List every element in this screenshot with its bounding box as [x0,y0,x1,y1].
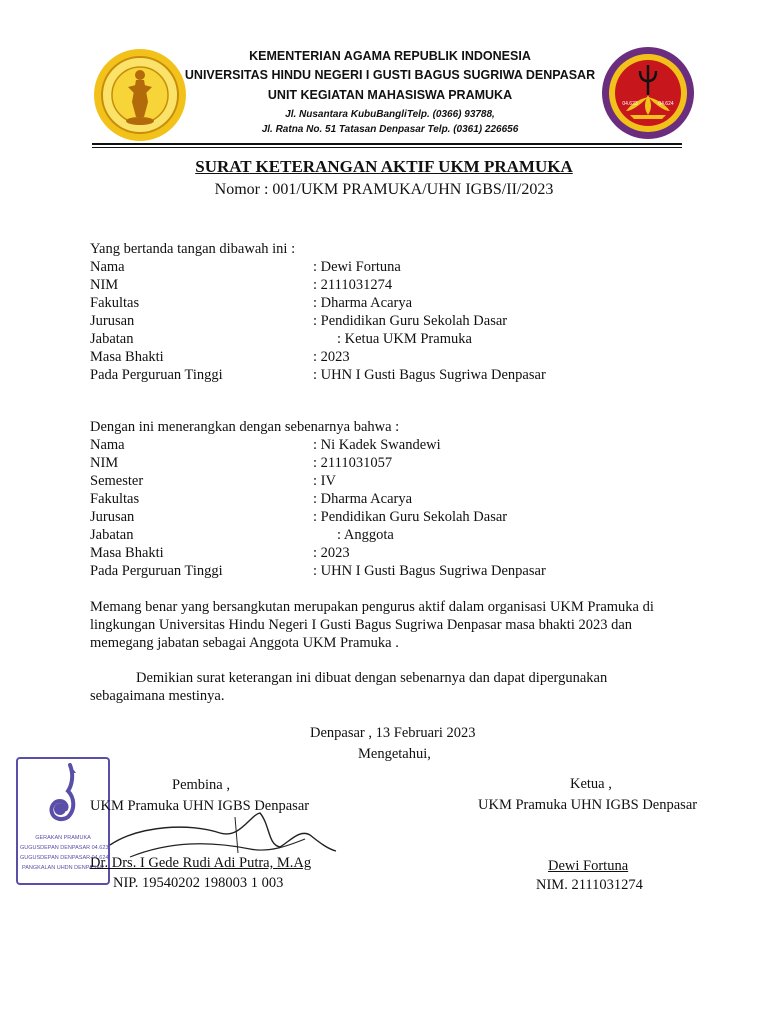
s2-value-semester: : IV [313,473,336,489]
s2-value-masa-bhakti: : 2023 [313,545,350,561]
s1-value-nama: : Dewi Fortuna [313,259,401,275]
s2-value-nama: : Ni Kadek Swandewi [313,437,441,453]
right-sign-nim: NIM. 2111031274 [536,877,643,893]
s2-value-fakultas: : Dharma Acarya [313,491,413,507]
s1-label-nim: NIM [90,277,119,293]
pramuka-logo-right [600,45,696,141]
s2-label-semester: Semester [90,473,144,489]
pramuka-tunas-icon [18,761,108,831]
right-sign-org: UKM Pramuka UHN IGBS Denpasar [478,797,698,813]
header-rule-thick [92,143,682,145]
s1-label-jurusan: Jurusan [90,313,135,329]
left-sign-org: UKM Pramuka UHN IGBS Denpasar [90,798,310,814]
header-rule-thin [92,147,682,148]
section2-intro: Dengan ini menerangkan dengan sebenarnya bahwa : [90,419,400,435]
s1-label-jabatan: Jabatan [90,331,134,347]
header-university: UNIVERSITAS HINDU NEGERI I GUSTI BAGUS SUGRIWA DENPASAR [184,68,596,82]
s2-label-fakultas: Fakultas [90,491,140,507]
s1-label-nama: Nama [90,259,125,275]
s2-label-perguruan: Pada Perguruan Tinggi [90,563,223,579]
header-address-1: Jl. Nusantara KubuBangliTelp. (0366) 93788, [285,109,495,120]
document-number: Nomor : 001/UKM PRAMUKA/UHN IGBS/II/2023 [214,181,554,198]
header-ministry: KEMENTERIAN AGAMA REPUBLIK INDONESIA [249,49,531,63]
right-sign-name: Dewi Fortuna [548,858,629,874]
document-title: SURAT KETERANGAN AKTIF UKM PRAMUKA [195,157,573,176]
s1-label-perguruan: Pada Perguruan Tinggi [90,367,223,383]
s1-value-nim: : 2111031274 [313,277,393,293]
right-sign-role: Ketua , [570,776,612,792]
stamp-line-4: PANGKALAN UHDN DENPASAR [21,865,104,871]
left-sign-name: Dr. Drs. I Gede Rudi Adi Putra, M.Ag [90,855,312,871]
statement-paragraph: Memang benar yang bersangkutan merupakan pengurus aktif dalam organisasi UKM Pramuka di lingkungan Universitas Hindu Negeri I Gusti Bagus Sugriwa Denpasar masa bhakti 2023 dan memegang jabatan sebagai Anggota UKM Pramuka . [90,599,654,651]
header-address-2: Jl. Ratna No. 51 Tatasan Denpasar Telp. (0361) 226656 [261,124,519,135]
section1-intro: Yang bertanda tangan dibawah ini : [90,241,296,257]
logo-text-left: 04.623 [622,101,638,107]
s1-label-masa-bhakti: Masa Bhakti [90,349,164,365]
left-sign-nip: NIP. 19540202 198003 1 003 [113,875,284,891]
s1-label-fakultas: Fakultas [90,295,140,311]
logo-text-right: 04.624 [658,101,674,107]
university-logo-left [92,47,188,143]
s1-value-masa-bhakti: : 2023 [313,349,350,365]
acknowledge-label: Mengetahui, [358,746,431,762]
s1-value-perguruan: : UHN I Gusti Bagus Sugriwa Denpasar [313,367,546,383]
s2-value-nim: : 2111031057 [313,455,393,471]
s2-value-jabatan: : Anggota [337,527,394,543]
s2-label-nama: Nama [90,437,125,453]
stamp-line-2: GUGUSDEPAN DENPASAR 04.623 [20,845,109,851]
s2-value-jurusan: : Pendidikan Guru Sekolah Dasar [313,509,508,525]
s2-label-nim: NIM [90,455,119,471]
s2-value-perguruan: : UHN I Gusti Bagus Sugriwa Denpasar [313,563,546,579]
place-date: Denpasar , 13 Februari 2023 [310,725,476,741]
closing-line-2: sebagaimana mestinya. [90,688,225,704]
s1-value-fakultas: : Dharma Acarya [313,295,413,311]
closing-line-1: Demikian surat keterangan ini dibuat dengan sebenarnya dan dapat dipergunakan [136,670,608,686]
s2-label-jurusan: Jurusan [90,509,135,525]
s2-label-jabatan: Jabatan [90,527,134,543]
stamp-line-1: GERAKAN PRAMUKA [35,835,91,841]
header-unit: UNIT KEGIATAN MAHASISWA PRAMUKA [267,88,513,102]
left-sign-role: Pembina , [172,777,230,793]
s1-value-jurusan: : Pendidikan Guru Sekolah Dasar [313,313,508,329]
s2-label-masa-bhakti: Masa Bhakti [90,545,164,561]
s1-value-jabatan: : Ketua UKM Pramuka [337,331,472,347]
stamp-line-3: GUGUSDEPAN DENPASAR 04.624 [20,855,109,861]
